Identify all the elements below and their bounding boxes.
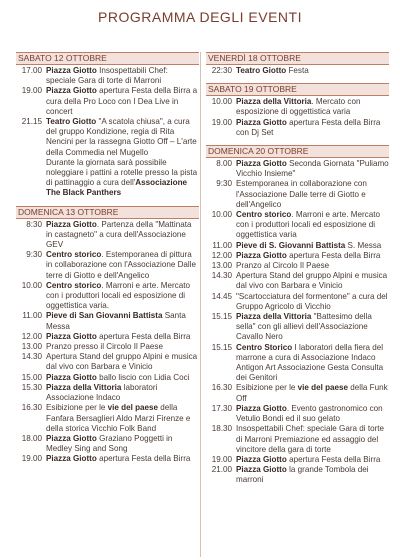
event-time: 22:30 [211, 66, 232, 75]
event-time: 16.30 [211, 383, 232, 393]
day-header: SABATO 19 OTTOBRE [206, 83, 389, 96]
event-time: 15.15 [211, 342, 232, 352]
event-time: 17.30 [211, 403, 232, 413]
event-description: Esibizione per le vie del paese della Fanfara Bersaglieri Aldo Marzi Firenze e della storica Vicchio Folk Band [46, 403, 191, 433]
event-description: Piazza Giotto apertura Festa della Birra a cura della Pro Loco con I Dea Live in concert [46, 86, 198, 116]
event-time: 8:30 [26, 219, 42, 229]
event-description: Piazza Giotto Seconda Giornata "Puliamo Vicchio Insieme" [236, 159, 389, 179]
event-description: Piazza della Vittoria. Mercato con esposizione di oggettistica varia [236, 97, 361, 117]
event-row [16, 220, 199, 251]
event-description: Piazza Giotto apertura Festa della Birra [236, 250, 381, 260]
event-time: 12.00 [211, 250, 232, 260]
event-row [206, 261, 389, 271]
event-row [16, 158, 199, 199]
event-time: 14.45 [211, 291, 232, 301]
event-row [206, 455, 389, 465]
event-description: Durante la giornata sarà possibile noleggiare i pattini a rotelle presso la pista di pattinaggio a cura dell'Associazione The Black Panthers [46, 157, 198, 198]
event-description: Centro storico. Estemporanea di pittura in collaborazione con l'Associazione Dalle terre di Giotto e dell'Angelico [46, 250, 197, 280]
event-time: 18.00 [21, 433, 42, 443]
event-time: 19.00 [21, 454, 42, 464]
event-row [16, 352, 199, 372]
event-description: Pranzo al Circolo Il Paese [236, 261, 330, 271]
event-description: Esibizione per le vie del paese della Funk Off [236, 383, 388, 403]
event-row [16, 454, 199, 464]
event-time [16, 158, 46, 199]
event-description: Piazza Giotto apertura Festa della Birra con Dj Set [236, 117, 381, 137]
event-time: 19.00 [211, 117, 232, 127]
event-row [16, 383, 199, 403]
schedule-column-right [206, 52, 389, 486]
event-time: 17.00 [21, 66, 42, 75]
event-time: 10.00 [211, 97, 232, 107]
day-header: DOMENICA 13 OTTOBRE [16, 206, 199, 219]
event-time: 14.30 [21, 352, 42, 362]
event-description: Piazza Giotto apertura Festa della Birra [236, 454, 381, 464]
event-description: Piazza Giotto. Evento gastronomico con Vetulio Bondi ed il suo gelato [236, 403, 383, 424]
event-description: "Scartocciatura del formentone" a cura del Gruppo Agricolo di Vicchio [236, 291, 388, 311]
event-description: Centro storico. Marroni e arte. Mercato con i produttori locali ed esposizione di oggettistica varia [236, 210, 380, 240]
event-row [16, 281, 199, 312]
event-description: Piazza Giotto apertura Festa della Birra [46, 331, 191, 341]
event-row [206, 179, 389, 210]
event-description: Piazza Giotto la grande Tombola dei marroni [236, 465, 369, 485]
event-description: Insospettabili Chef: speciale Gara di torte di Marroni Premiazione ed assaggio del vincitore della gara di torte [236, 424, 385, 454]
event-row [16, 86, 199, 117]
event-description: Pieve di San Giovanni Battista Santa Messa [46, 311, 186, 331]
event-description: Centro storico. Marroni e arte. Mercato con i produttori locali ed esposizione di oggettistica varia. [46, 280, 190, 311]
event-time: 13.00 [211, 261, 232, 271]
event-description: Apertura Stand del gruppo Alpini e musica dal vivo con Barbara e Vinicio [46, 352, 198, 372]
event-row [16, 117, 199, 158]
event-time: 11.00 [212, 240, 232, 250]
event-row [206, 312, 389, 343]
event-row [206, 159, 389, 179]
event-time: 8.00 [216, 159, 232, 169]
event-row [206, 251, 389, 261]
event-row [206, 271, 389, 291]
event-row [16, 311, 199, 331]
event-row [16, 250, 199, 281]
event-row [16, 66, 199, 86]
event-description: Estemporanea in collaborazione con l'Associazione Dalle terre di Giotto e dell'Angelico [236, 179, 367, 209]
event-description: Pranzo presso il Circolo Il Paese [46, 342, 163, 352]
day-gap [206, 76, 389, 83]
event-time: 15.30 [21, 382, 42, 392]
event-description: Teatro Giotto Festa [236, 66, 309, 75]
event-time: 19.00 [211, 454, 232, 464]
event-row [206, 210, 389, 241]
event-time: 10.00 [21, 280, 42, 290]
event-row [16, 342, 199, 352]
event-row [206, 424, 389, 455]
event-time: 13.00 [21, 342, 42, 352]
event-row [206, 241, 389, 251]
event-description: Piazza Giotto. Partenza della "Mattinata in castagneto" a cura dell'Associazione GEV [46, 219, 192, 250]
event-row [206, 383, 389, 403]
event-row [206, 343, 389, 384]
event-description: Teatro Giotto "A scatola chiusa", a cura del gruppo Kondizione, regia di Rita Nencini per la rassegna Giotto Off – L'arte della Commedia nel Mugello [46, 117, 197, 157]
event-time: 9:30 [26, 250, 42, 260]
day-header: VENERDÌ 18 OTTOBRE [206, 52, 389, 65]
event-row [206, 118, 389, 138]
schedule-column-left [16, 52, 199, 465]
event-description: Piazza Giotto apertura Festa della Birra [46, 454, 191, 464]
event-time: 14.30 [211, 271, 232, 281]
event-time: 15.15 [211, 312, 232, 322]
event-time: 19.00 [21, 86, 42, 96]
event-time: 16.30 [21, 403, 42, 413]
day-gap [206, 138, 389, 145]
event-time: 11.00 [22, 311, 42, 321]
day-gap [16, 199, 199, 206]
event-time: 12.00 [21, 331, 42, 341]
event-time: 18.30 [211, 424, 232, 434]
event-row [16, 434, 199, 454]
event-description: Piazza Giotto Insospettabili Chef: speciale Gara di torte di Marroni [46, 66, 168, 86]
event-description: Centro Storico I laboratori della fiera del marrone a cura di Associazione Indaco Antigon Art Associazione Gesta Consulta dei Genitori [236, 342, 384, 383]
column-divider [200, 52, 201, 557]
event-description: Piazza Giotto Graziano Poggetti in Medley Sing and Song [46, 433, 173, 454]
event-row [206, 404, 389, 424]
event-description: Piazza della Vittoria "Battesimo della sella" con gli allievi dell'Associazione Cavallo Nero [236, 312, 372, 342]
event-row [206, 97, 389, 117]
event-description: Piazza Giotto ballo liscio con Lidia Coci [46, 372, 190, 382]
event-row [206, 465, 389, 485]
event-row [16, 373, 199, 383]
event-description: Piazza della Vittoria laboratori Associazione Indaco [46, 382, 158, 403]
event-row [206, 66, 389, 76]
day-header: DOMENICA 20 OTTOBRE [206, 145, 389, 158]
event-row [16, 332, 199, 342]
event-row [16, 403, 199, 434]
page-title: PROGRAMMA DEGLI EVENTI [98, 9, 302, 25]
event-description: Pieve di S. Giovanni Battista S. Messa [236, 240, 382, 250]
day-header: SABATO 12 OTTOBRE [16, 52, 199, 65]
event-time: 21.00 [211, 465, 232, 475]
event-time: 15.00 [21, 372, 42, 382]
event-time: 10.00 [211, 210, 232, 220]
event-time: 9:30 [216, 179, 232, 189]
event-description: Apertura Stand del gruppo Alpini e musica dal vivo con Barbara e Vinicio [236, 271, 388, 291]
event-time: 21.15 [21, 117, 42, 127]
event-row [206, 292, 389, 312]
